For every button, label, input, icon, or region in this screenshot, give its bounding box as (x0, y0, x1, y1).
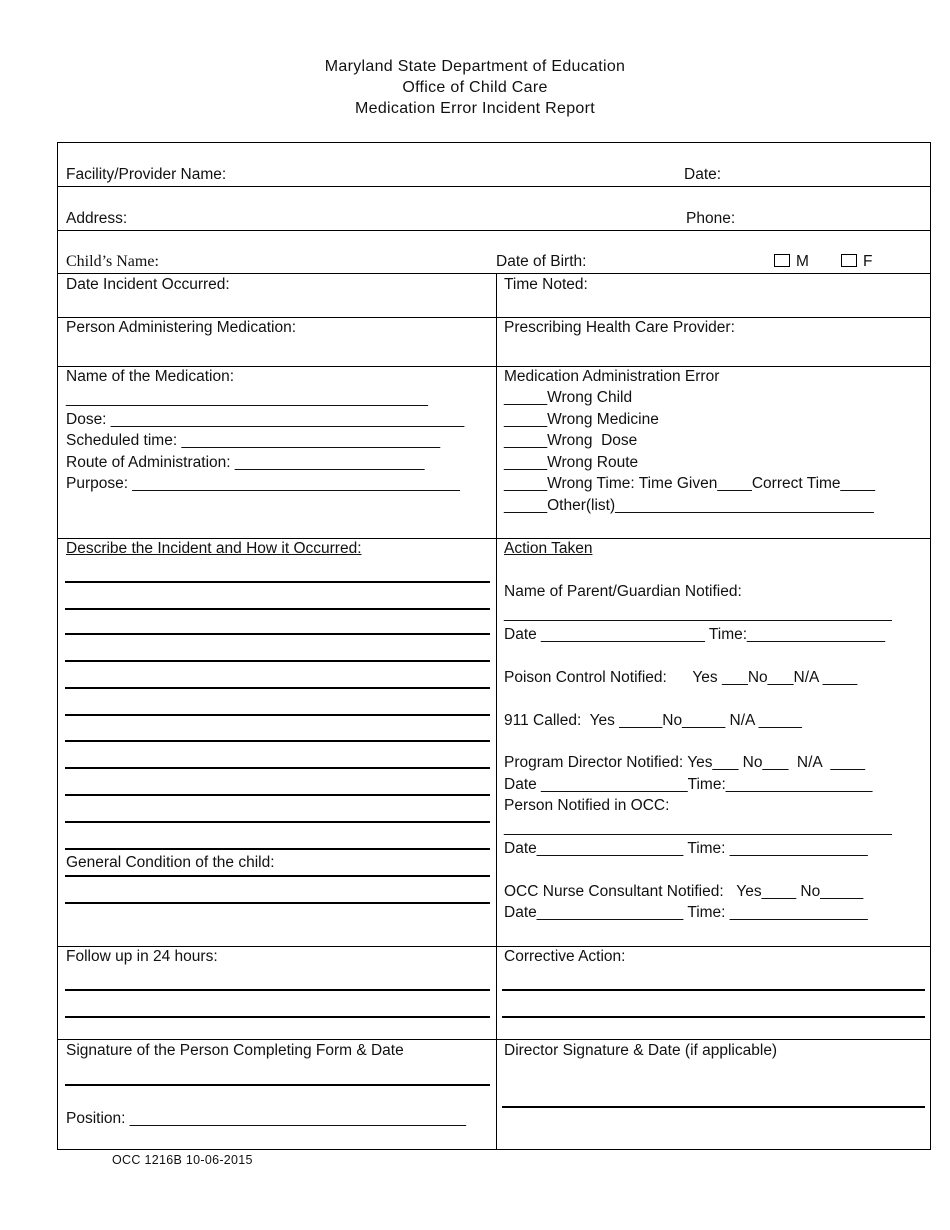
parent-notified-date: Date ___________________ Time:________________ (504, 626, 885, 643)
action-taken-title: Action Taken (504, 540, 593, 557)
header-office: Office of Child Care (402, 79, 548, 96)
nurse-notified-label: OCC Nurse Consultant Notified: Yes____ No_____ (504, 883, 864, 900)
form-header (0, 56, 950, 119)
row-divider (58, 273, 930, 274)
header-title: Medication Error Incident Report (355, 100, 595, 117)
write-line (65, 767, 490, 769)
error-wrong-dose: _____Wrong Dose (504, 432, 638, 449)
write-line (65, 848, 490, 850)
write-line (65, 989, 490, 991)
error-title: Medication Administration Error (504, 368, 720, 385)
address-label: Address: (66, 210, 128, 227)
write-line (65, 794, 490, 796)
write-line (502, 989, 925, 991)
form-number: OCC 1216B 10-06-2015 (112, 1153, 253, 1167)
write-line (65, 687, 490, 689)
purpose-label: Purpose: ______________________________________ (66, 475, 460, 492)
error-other: _____Other(list)______________________________ (504, 497, 874, 514)
row-divider (58, 1039, 930, 1040)
general-condition-label: General Condition of the child: (66, 854, 275, 871)
write-line (65, 902, 490, 904)
called-911-label: 911 Called: Yes _____No_____ N/A _____ (504, 712, 802, 729)
follow-up-label: Follow up in 24 hours: (66, 948, 218, 965)
parent-notified-blank: _____________________________________________ (504, 605, 892, 622)
date-label: Date: (684, 166, 722, 183)
medication-name-label: Name of the Medication: (66, 368, 235, 385)
row-divider (58, 186, 930, 187)
write-line (65, 1016, 490, 1018)
write-line (65, 660, 490, 662)
write-line (65, 581, 490, 583)
occ-person-label: Person Notified in OCC: (504, 797, 670, 814)
date-incident-label: Date Incident Occurred: (66, 276, 230, 293)
director-notified-date: Date _________________Time:_________________ (504, 776, 873, 793)
route-label: Route of Administration: ______________________ (66, 454, 425, 471)
write-line (65, 740, 490, 742)
write-line (65, 821, 490, 823)
column-divider (496, 273, 497, 1150)
describe-title: Describe the Incident and How it Occurred: (66, 540, 362, 557)
dose-label: Dose: _________________________________________ (66, 411, 465, 428)
signature-line (65, 1084, 490, 1086)
row-divider (58, 230, 930, 231)
position-label: Position: _______________________________________ (66, 1110, 466, 1127)
director-signature-line (502, 1106, 925, 1108)
corrective-action-label: Corrective Action: (504, 948, 626, 965)
error-wrong-medicine: _____Wrong Medicine (504, 411, 659, 428)
dob-label: Date of Birth: (496, 253, 587, 270)
prescriber-label: Prescribing Health Care Provider: (504, 319, 735, 336)
director-signature-label: Director Signature & Date (if applicable) (504, 1042, 778, 1059)
male-checkbox[interactable] (774, 254, 790, 267)
write-line (65, 608, 490, 610)
phone-label: Phone: (686, 210, 736, 227)
parent-notified-label: Name of Parent/Guardian Notified: (504, 583, 742, 600)
write-line (65, 633, 490, 635)
female-label: F (863, 253, 873, 270)
scheduled-time-label: Scheduled time: ______________________________ (66, 432, 441, 449)
write-line (65, 875, 490, 877)
error-wrong-child: _____Wrong Child (504, 389, 633, 406)
incident-form (57, 142, 931, 1150)
poison-control-label: Poison Control Notified: Yes ___No___N/A ____ (504, 669, 858, 686)
person-admin-label: Person Administering Medication: (66, 319, 297, 336)
write-line (65, 714, 490, 716)
error-wrong-time: _____Wrong Time: Time Given____Correct Time____ (504, 475, 876, 492)
female-checkbox[interactable] (841, 254, 857, 267)
error-wrong-route: _____Wrong Route (504, 454, 639, 471)
facility-label: Facility/Provider Name: (66, 166, 227, 183)
signature-label: Signature of the Person Completing Form & Date (66, 1042, 404, 1059)
write-line (502, 1016, 925, 1018)
occ-person-date: Date_________________ Time: ________________ (504, 840, 868, 857)
time-noted-label: Time Noted: (504, 276, 588, 293)
occ-person-blank: _____________________________________________ (504, 819, 892, 836)
nurse-notified-date: Date_________________ Time: ________________ (504, 904, 868, 921)
male-label: M (796, 253, 809, 270)
medication-name-blank: __________________________________________ (66, 390, 429, 407)
director-notified-label: Program Director Notified: Yes___ No___ N/A ____ (504, 754, 866, 771)
header-agency: Maryland State Department of Education (324, 58, 626, 75)
child-name-label: Child’s Name: (66, 253, 159, 270)
